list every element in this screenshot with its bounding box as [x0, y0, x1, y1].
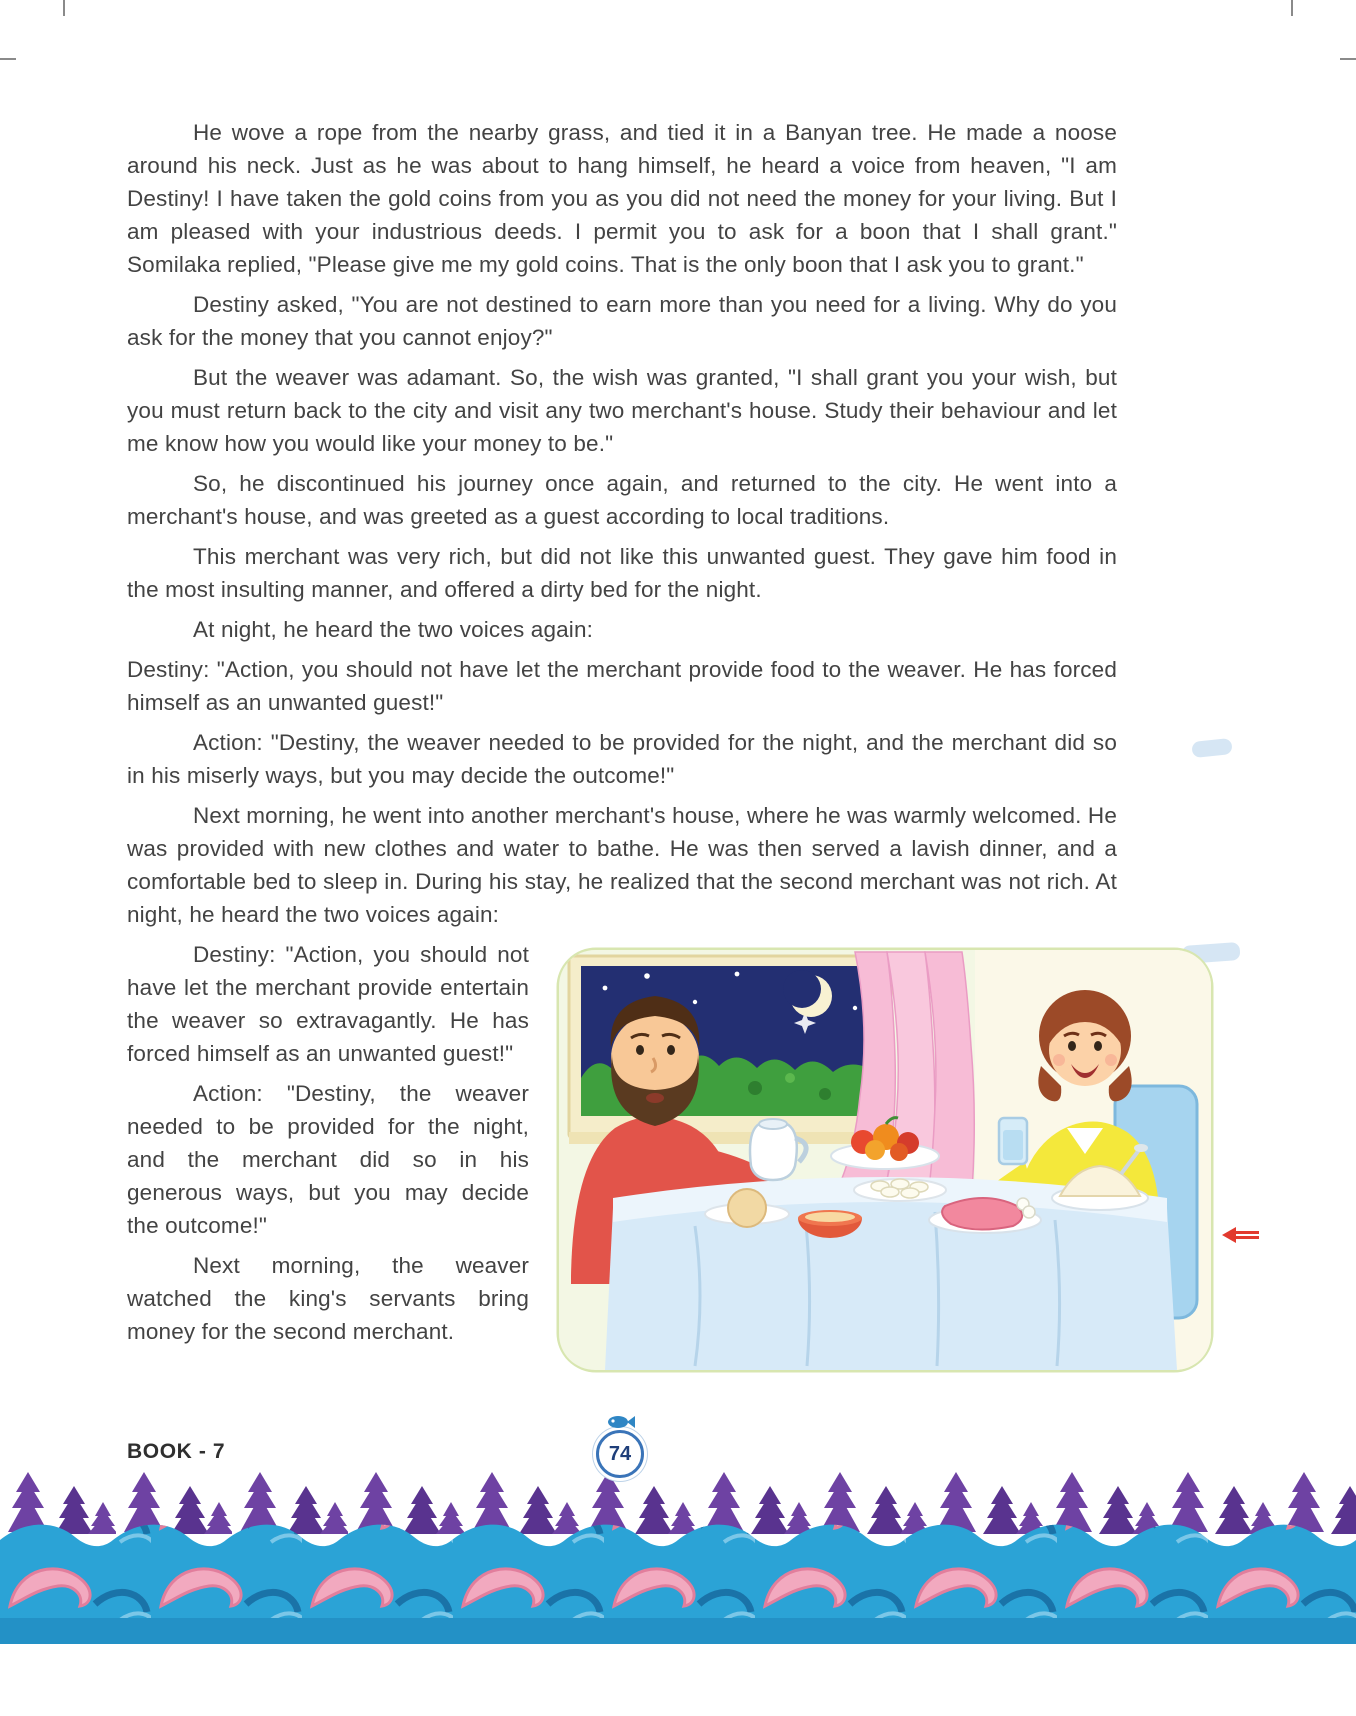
pine-tree-row	[0, 1468, 1356, 1536]
bottom-border-decoration	[0, 1468, 1356, 1644]
page-number-badge: 74	[596, 1430, 644, 1478]
column-paragraph-1: Destiny: "Action, you should not have let the merchant provide entertain the weaver so extravagantly. He has forced himself as an unwanted guest!"	[127, 942, 529, 1066]
story-left-column	[127, 938, 529, 1355]
story-paragraph-4: So, he discontinued his journey once again, and returned to the city. He went into a merchant's house, and was greeted as a guest according to local traditions.	[127, 471, 1117, 529]
story-paragraph-3: But the weaver was adamant. So, the wish was granted, "I shall grant you your wish, but you must return back to the city and visit any two merchant's house. Study their behaviour and let me know how you would like your money to be."	[127, 365, 1117, 456]
column-paragraph-3: Next morning, the weaver watched the king's servants bring money for the second merchant.	[127, 1253, 529, 1344]
crop-mark-top-left-v	[63, 0, 65, 16]
badge-fish-icon	[604, 1412, 636, 1430]
story-text-block	[127, 116, 1117, 1374]
sliced-fruit-plate	[854, 1179, 946, 1201]
story-paragraph-1: He wove a rope from the nearby grass, and tied it in a Banyan tree. He made a noose around his neck. Just as he was about to hang himself, he heard a voice from heaven, "I am Destiny! I have taken the gold coins from you as you did not need the money for your living. But I am pleased with your industrious deeds. I permit you to ask for a boon that I shall grant." Somilaka replied, "Please give me my gold coins. That is the only boon that I ask you to grant."	[127, 120, 1117, 277]
margin-red-arrow	[1222, 1226, 1262, 1244]
crop-mark-top-left-h	[0, 58, 16, 60]
story-paragraph-9: Next morning, he went into another merchant's house, where he was warmly welcomed. He was provided with new clothes and water to bathe. He was then served a lavish dinner, and a comfortable bed to sleep in. During his stay, he realized that the second merchant was not rich. At night, he heard the two voices again:	[127, 803, 1117, 927]
water-glass	[999, 1118, 1027, 1164]
story-paragraph-6: At night, he heard the two voices again:	[193, 617, 594, 642]
dinner-scene-illustration	[555, 946, 1215, 1374]
story-paragraph-5: This merchant was very rich, but did not like this unwanted guest. They gave him food in the most insulting manner, and offered a dirty bed for the night.	[127, 544, 1117, 602]
crop-mark-top-right-v	[1291, 0, 1293, 16]
story-paragraph-2: Destiny asked, "You are not destined to earn more than you need for a living. Why do you ask for the money that you cannot enjoy?"	[127, 292, 1117, 350]
book-label: BOOK - 7	[127, 1440, 226, 1463]
water-band	[0, 1523, 1356, 1644]
margin-smudge-1	[1191, 738, 1232, 758]
story-paragraph-7: Destiny: "Action, you should not have let the merchant provide food to the weaver. He has forced himself as an unwanted guest!"	[127, 657, 1117, 715]
text-and-illustration-section	[127, 938, 1215, 1374]
story-paragraph-8: Action: "Destiny, the weaver needed to be provided for the night, and the merchant did so in his miserly ways, but you may decide the outcome!"	[127, 730, 1117, 788]
column-paragraph-2: Action: "Destiny, the weaver needed to be provided for the night, and the merchant did so in his generous ways, but you may decide the outcome!"	[127, 1081, 529, 1238]
crop-mark-top-right-h	[1340, 58, 1356, 60]
